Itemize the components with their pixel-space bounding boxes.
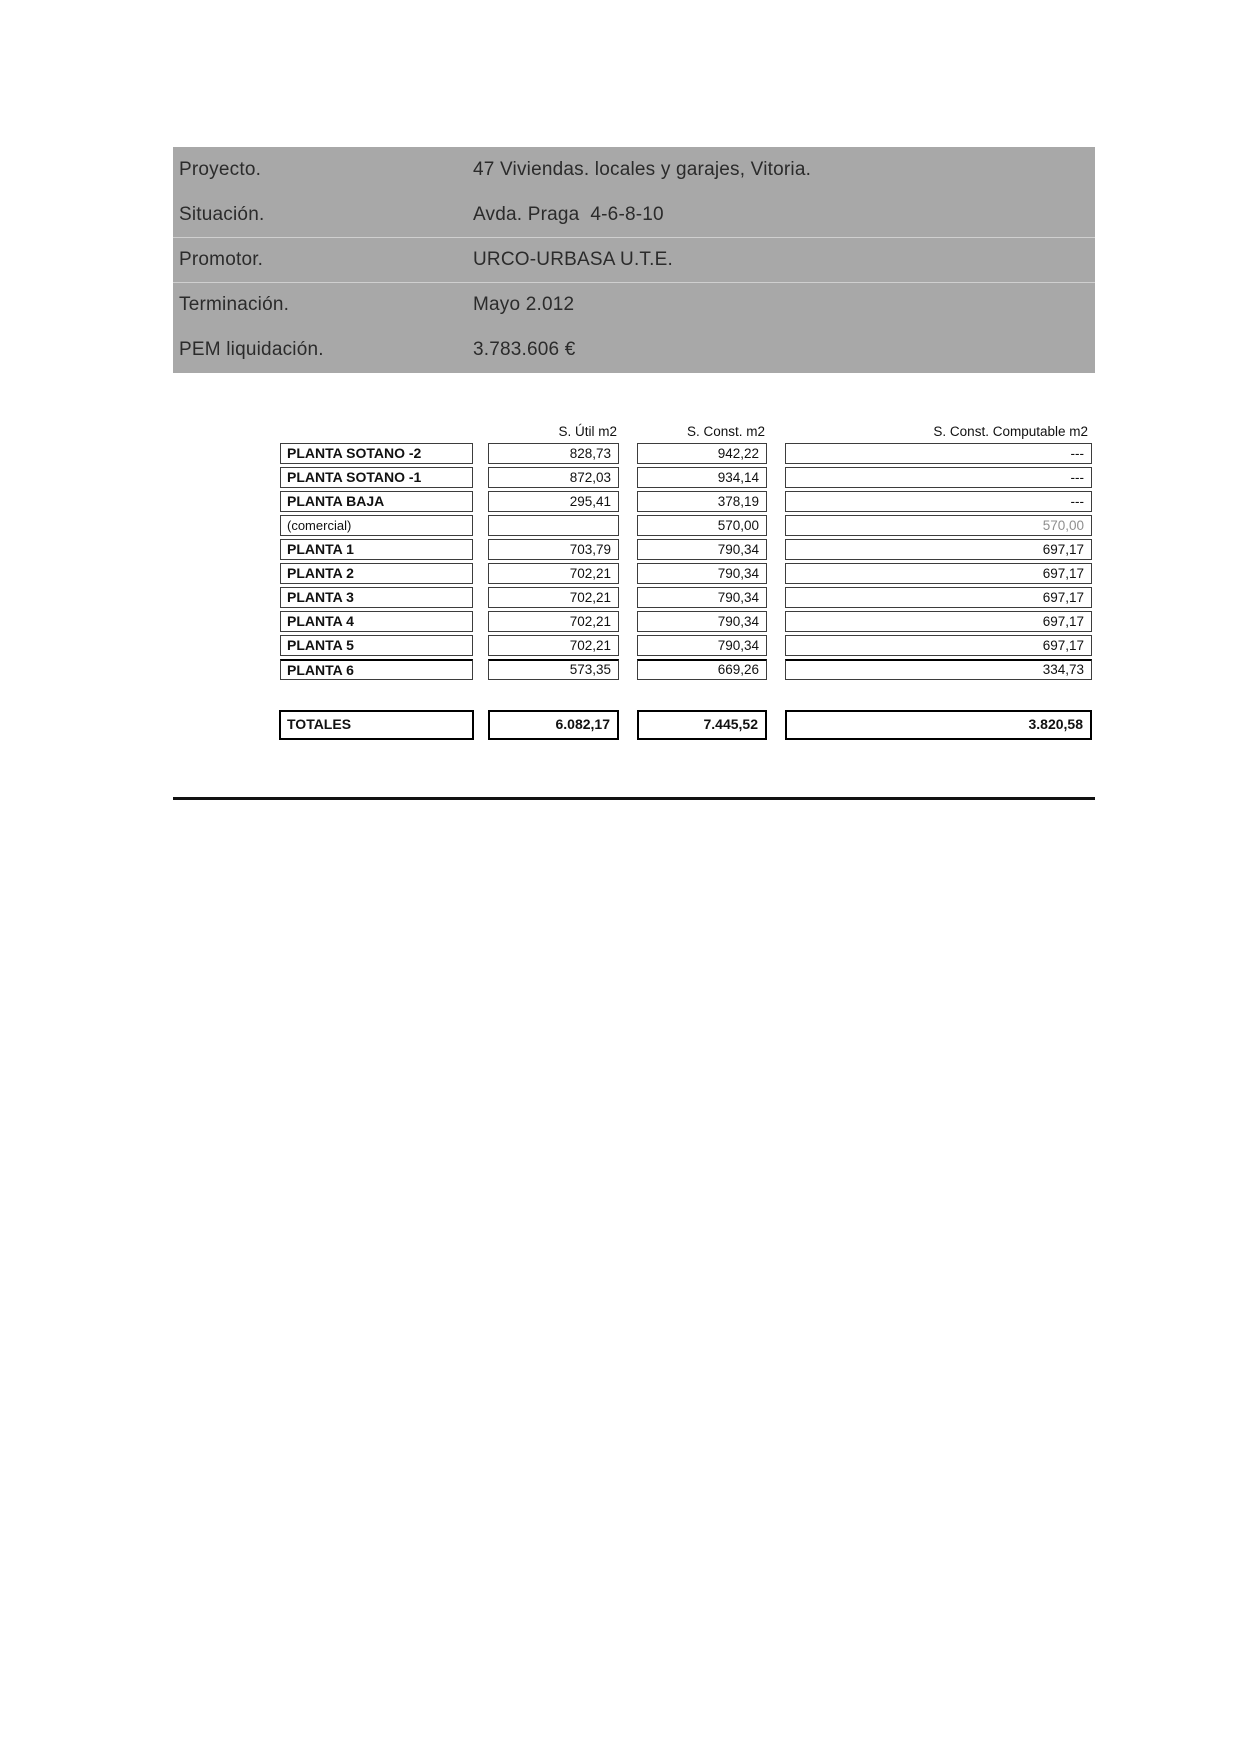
const-value: 790,34 bbox=[637, 539, 767, 560]
column-header-computable: S. Const. Computable m2 bbox=[933, 424, 1088, 439]
const-value: 669,26 bbox=[637, 659, 767, 680]
completion-value: Mayo 2.012 bbox=[473, 294, 575, 315]
const-value: 790,34 bbox=[637, 611, 767, 632]
const-value: 934,14 bbox=[637, 467, 767, 488]
util-value: 703,79 bbox=[488, 539, 619, 560]
project-row bbox=[173, 147, 1095, 192]
const-value: 570,00 bbox=[637, 515, 767, 536]
completion-row bbox=[173, 282, 1095, 327]
pem-value: 3.783.606 € bbox=[473, 338, 576, 360]
util-value: 872,03 bbox=[488, 467, 619, 488]
project-info-block bbox=[173, 147, 1095, 373]
computable-value: 697,17 bbox=[785, 539, 1092, 560]
table-row-label: PLANTA 6 bbox=[280, 659, 473, 680]
const-value: 378,19 bbox=[637, 491, 767, 512]
computable-value: 697,17 bbox=[785, 635, 1092, 656]
completion-label: Terminación. bbox=[179, 294, 290, 315]
situation-value: Avda. Praga 4-6-8-10 bbox=[473, 203, 664, 225]
promoter-row bbox=[173, 237, 1095, 282]
computable-value: 697,17 bbox=[785, 611, 1092, 632]
column-header-util: S. Útil m2 bbox=[558, 424, 617, 439]
situation-row bbox=[173, 192, 1095, 237]
table-row-label: PLANTA SOTANO -1 bbox=[280, 467, 473, 488]
table-row-label: PLANTA SOTANO -2 bbox=[280, 443, 473, 464]
totals-computable-value: 3.820,58 bbox=[785, 710, 1092, 740]
util-column bbox=[488, 443, 619, 683]
util-value: 295,41 bbox=[488, 491, 619, 512]
computable-column bbox=[785, 443, 1092, 683]
util-value: 828,73 bbox=[488, 443, 619, 464]
const-value: 790,34 bbox=[637, 635, 767, 656]
table-row-label: PLANTA 3 bbox=[280, 587, 473, 608]
column-header-const: S. Const. m2 bbox=[686, 424, 765, 439]
const-value: 790,34 bbox=[637, 587, 767, 608]
situation-label: Situación. bbox=[179, 203, 265, 225]
totals-const-value: 7.445,52 bbox=[637, 710, 767, 740]
util-value: 702,21 bbox=[488, 563, 619, 584]
totals-util-value: 6.082,17 bbox=[488, 710, 619, 740]
computable-value: 697,17 bbox=[785, 587, 1092, 608]
computable-value: --- bbox=[785, 443, 1092, 464]
floor-label-column bbox=[280, 443, 473, 683]
table-row-label: PLANTA 2 bbox=[280, 563, 473, 584]
util-value: 702,21 bbox=[488, 611, 619, 632]
util-value: 702,21 bbox=[488, 587, 619, 608]
computable-value: 697,17 bbox=[785, 563, 1092, 584]
table-row-label: (comercial) bbox=[280, 515, 473, 536]
computable-value: 334,73 bbox=[785, 659, 1092, 680]
promoter-label: Promotor. bbox=[179, 249, 264, 270]
table-row-label: PLANTA BAJA bbox=[280, 491, 473, 512]
table-row-label: PLANTA 1 bbox=[280, 539, 473, 560]
pem-row bbox=[173, 327, 1095, 372]
computable-value: --- bbox=[785, 467, 1092, 488]
const-value: 942,22 bbox=[637, 443, 767, 464]
computable-value: --- bbox=[785, 491, 1092, 512]
project-value: 47 Viviendas. locales y garajes, Vitoria. bbox=[473, 158, 812, 180]
section-divider-line bbox=[173, 797, 1095, 800]
const-column bbox=[637, 443, 767, 683]
const-value: 790,34 bbox=[637, 563, 767, 584]
table-row-label: PLANTA 5 bbox=[280, 635, 473, 656]
totals-label: TOTALES bbox=[279, 710, 474, 740]
util-value: 702,21 bbox=[488, 635, 619, 656]
promoter-value: URCO-URBASA U.T.E. bbox=[473, 249, 673, 270]
project-label: Proyecto. bbox=[179, 158, 262, 180]
table-row-label: PLANTA 4 bbox=[280, 611, 473, 632]
computable-value: 570,00 bbox=[785, 515, 1092, 536]
util-value: 573,35 bbox=[488, 659, 619, 680]
util-value bbox=[488, 515, 619, 536]
pem-label: PEM liquidación. bbox=[179, 338, 324, 360]
